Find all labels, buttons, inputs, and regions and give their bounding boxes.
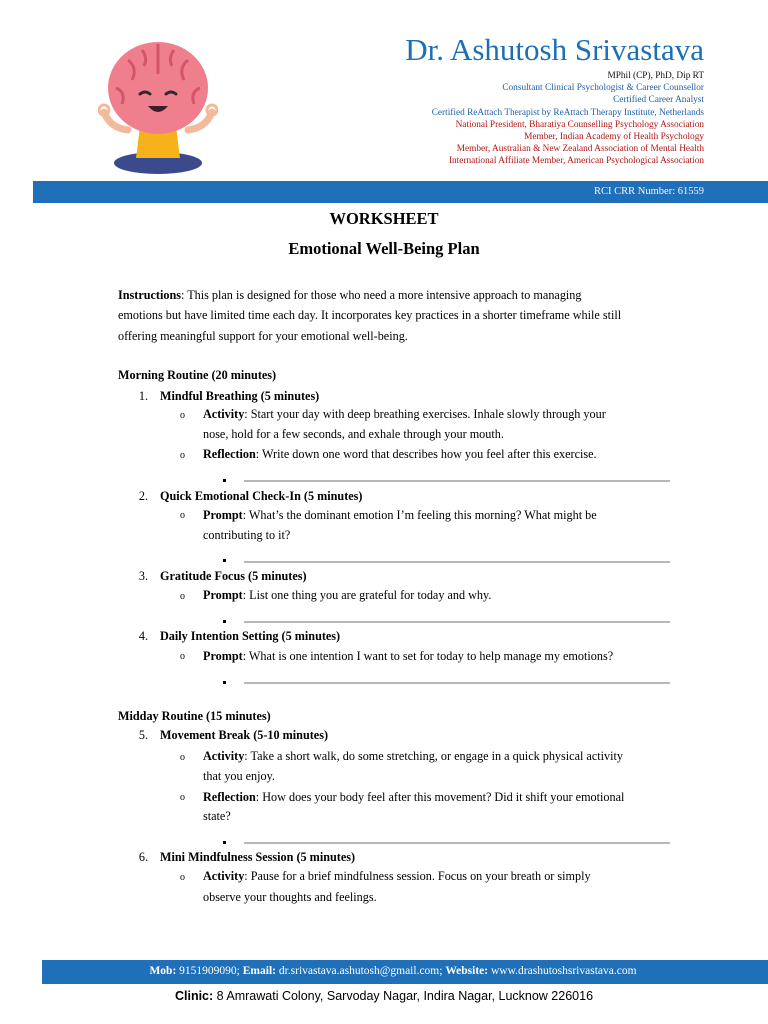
answer-line[interactable] (244, 561, 670, 563)
rci-number: RCI CRR Number: 61559 (594, 186, 704, 197)
item-number: 1. (138, 389, 148, 403)
item-number: 2. (138, 489, 148, 503)
square-bullet-icon (223, 479, 226, 482)
phone-number[interactable]: 9151909090; (176, 965, 243, 977)
instructions-label: Instructions (118, 288, 181, 302)
answer-line[interactable] (244, 621, 670, 623)
circle-bullet-icon: o (180, 651, 185, 662)
item-title: Daily Intention Setting (5 minutes) (160, 629, 341, 643)
square-bullet-icon (223, 620, 226, 623)
sub-item-reflection-cont: state? (203, 809, 231, 823)
credential-line: Certified Career Analyst (613, 95, 704, 106)
instructions-line-2: emotions but have limited time each day. It incorporates key practices in a shorter timeframe while still (118, 308, 622, 322)
section-heading-morning: Morning Routine (20 minutes) (118, 368, 277, 382)
sub-item-prompt: Prompt: List one thing you are grateful for today and why. (203, 588, 492, 602)
answer-line[interactable] (244, 480, 670, 482)
circle-bullet-icon: o (180, 510, 185, 521)
sub-item-prompt: Prompt: What’s the dominant emotion I’m feeling this morning? What might be (203, 508, 597, 522)
worksheet-subtitle: Emotional Well-Being Plan (288, 239, 480, 258)
item-number: 3. (138, 569, 148, 583)
item-number: 4. (138, 629, 148, 643)
credential-line: Consultant Clinical Psychologist & Career Counsellor (502, 83, 704, 94)
answer-line[interactable] (244, 682, 670, 684)
circle-bullet-icon: o (180, 591, 185, 602)
circle-bullet-icon: o (180, 792, 185, 803)
item-title: Gratitude Focus (5 minutes) (160, 569, 307, 583)
instructions-line-1: Instructions: This plan is designed for those who need a more intensive approach to managing (118, 288, 582, 302)
circle-bullet-icon: o (180, 872, 185, 883)
sub-item-activity: Activity: Take a short walk, do some stretching, or engage in a quick physical activity (203, 749, 623, 763)
clinic-address: Clinic: 8 Amrawati Colony, Sarvoday Nagar, Indira Nagar, Lucknow 226016 (174, 989, 594, 1003)
credentials-list (284, 70, 704, 168)
worksheet-title: WORKSHEET (329, 209, 439, 228)
credential-line: National President, Bharatiya Counselling Psychology Association (455, 119, 704, 130)
section-heading-midday: Midday Routine (15 minutes) (118, 709, 271, 723)
rci-banner (33, 181, 768, 203)
item-title: Mindful Breathing (5 minutes) (160, 389, 320, 403)
item-title: Movement Break (5-10 minutes) (160, 728, 329, 742)
item-title: Quick Emotional Check-In (5 minutes) (160, 489, 363, 503)
square-bullet-icon (223, 681, 226, 684)
sub-item-reflection: Reflection: Write down one word that describes how you feel after this exercise. (203, 447, 597, 461)
credential-line: MPhil (CP), PhD, Dip RT (607, 71, 704, 81)
sub-item-activity: Activity: Start your day with deep breathing exercises. Inhale slowly through your (203, 407, 606, 421)
credential-line: Certified ReAttach Therapist by ReAttach Therapy Institute, Netherlands (431, 107, 704, 118)
instructions-line-3: offering meaningful support for your emotional well-being. (118, 329, 408, 343)
credential-line: International Affiliate Member, American Psychological Association (448, 156, 704, 167)
sub-item-activity-cont: observe your thoughts and feelings. (203, 890, 377, 904)
sub-item-reflection: Reflection: How does your body feel after this movement? Did it shift your emotional (203, 790, 625, 804)
sub-item-prompt-cont: contributing to it? (203, 528, 291, 542)
item-number: 6. (138, 850, 148, 864)
sub-item-activity-cont: nose, hold for a few seconds, and exhale through your mouth. (203, 427, 504, 441)
contact-footer (42, 960, 768, 984)
circle-bullet-icon: o (180, 450, 185, 461)
circle-bullet-icon: o (180, 410, 185, 421)
answer-line[interactable] (244, 842, 670, 844)
item-title: Mini Mindfulness Session (5 minutes) (160, 850, 356, 864)
credential-line: Member, Australian & New Zealand Association of Mental Health (456, 144, 704, 155)
circle-bullet-icon: o (180, 752, 185, 763)
square-bullet-icon (223, 559, 226, 562)
square-bullet-icon (223, 841, 226, 844)
sub-item-activity: Activity: Pause for a brief mindfulness session. Focus on your breath or simply (203, 869, 591, 883)
email-link[interactable]: dr.srivastava.ashutosh@gmail.com; (275, 965, 446, 977)
credential-line: Member, Indian Academy of Health Psychology (524, 132, 704, 143)
sub-item-prompt: Prompt: What is one intention I want to set for today to help manage my emotions? (203, 649, 614, 663)
website-link[interactable]: www.drashutoshsrivastava.com (488, 965, 637, 977)
brain-mascot-logo (98, 30, 218, 178)
item-number: 5. (138, 728, 148, 742)
doctor-name: Dr. Ashutosh Srivastava (405, 32, 704, 67)
contact-line: Mob: 9151909090; Email: dr.srivastava.ashutosh@gmail.com; Website: www.drashutoshsrivastava.com (149, 965, 637, 977)
sub-item-activity-cont: that you enjoy. (203, 769, 275, 783)
